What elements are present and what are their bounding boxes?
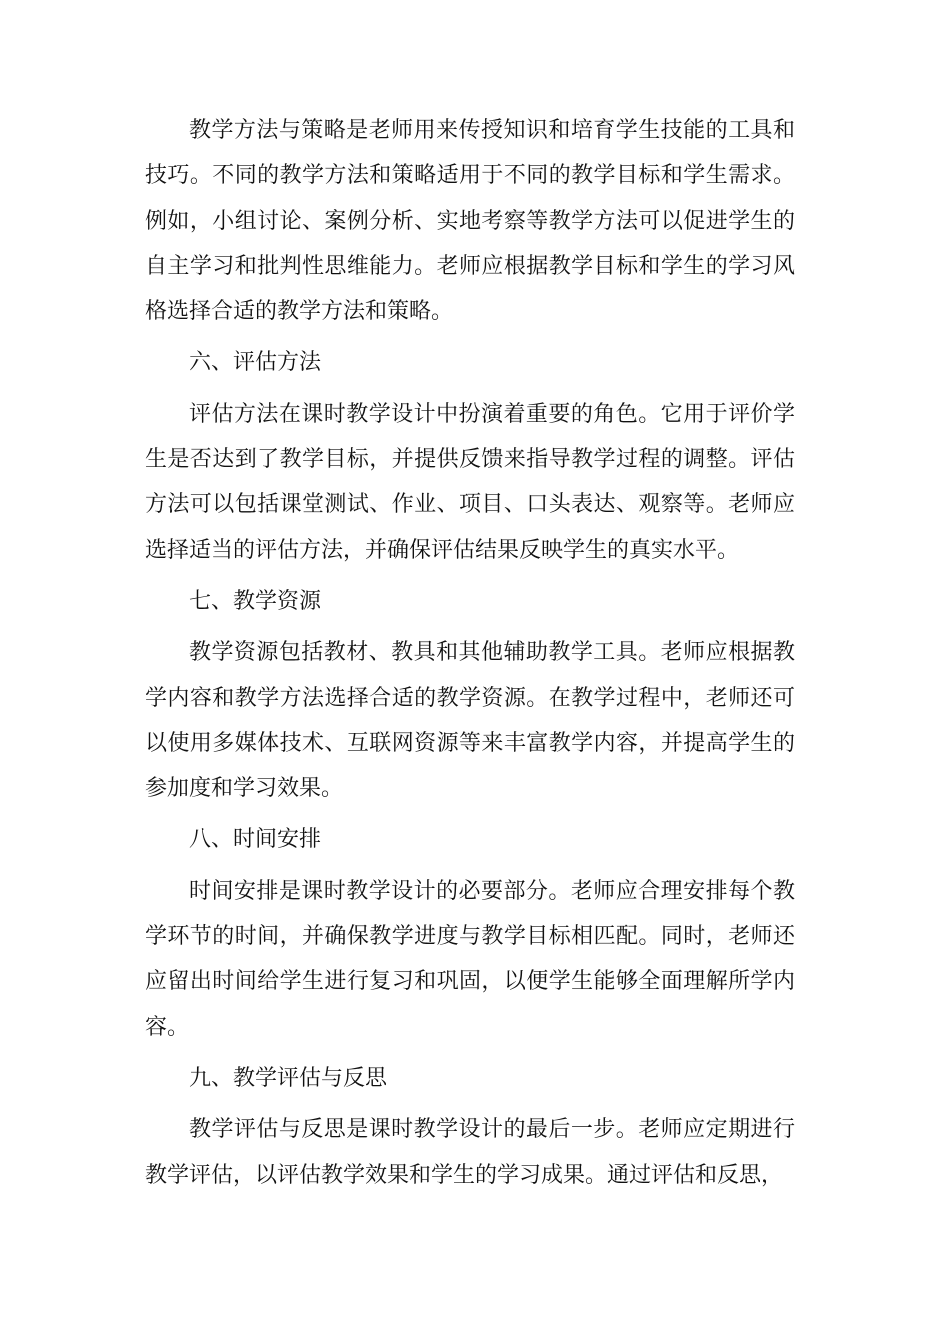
paragraph-teaching-resources: 教学资源包括教材、教具和其他辅助教学工具。老师应根据教学内容和教学方法选择合适的教学资源。在教学过程中，老师还可以使用多媒体技术、互联网资源等来丰富教学内容，并提高学生的参加度和学习效果。: [145, 640, 795, 802]
paragraph-teaching-methods: 教学方法与策略是老师用来传授知识和培育学生技能的工具和技巧。不同的教学方法和策略适用于不同的教学目标和学生需求。例如，小组讨论、案例分析、实地考察等教学方法可以促进学生的自主学习和批判性思维能力。老师应根据教学目标和学生的学习风格选择合适的教学方法和策略。: [145, 118, 795, 325]
heading-evaluation-methods: 六、评估方法: [189, 350, 322, 376]
heading-teaching-resources: 七、教学资源: [189, 588, 322, 614]
paragraph-time-arrangement: 时间安排是课时教学设计的必要部分。老师应合理安排每个教学环节的时间，并确保教学进度与教学目标相匹配。同时，老师还应留出时间给学生进行复习和巩固，以便学生能够全面理解所学内容。: [145, 878, 795, 1040]
heading-time-arrangement: 八、时间安排: [189, 827, 322, 853]
paragraph-evaluation-methods: 评估方法在课时教学设计中扮演着重要的角色。它用于评价学生是否达到了教学目标，并提供反馈来指导教学过程的调整。评估方法可以包括课堂测试、作业、项目、口头表达、观察等。老师应选择适当的评估方法，并确保评估结果反映学生的真实水平。: [145, 401, 795, 563]
heading-evaluation-reflection: 九、教学评估与反思: [189, 1065, 388, 1091]
paragraph-evaluation-reflection: 教学评估与反思是课时教学设计的最后一步。老师应定期进行教学评估，以评估教学效果和学生的学习成果。通过评估和反思，: [145, 1117, 795, 1188]
document-page: [145, 108, 795, 1198]
